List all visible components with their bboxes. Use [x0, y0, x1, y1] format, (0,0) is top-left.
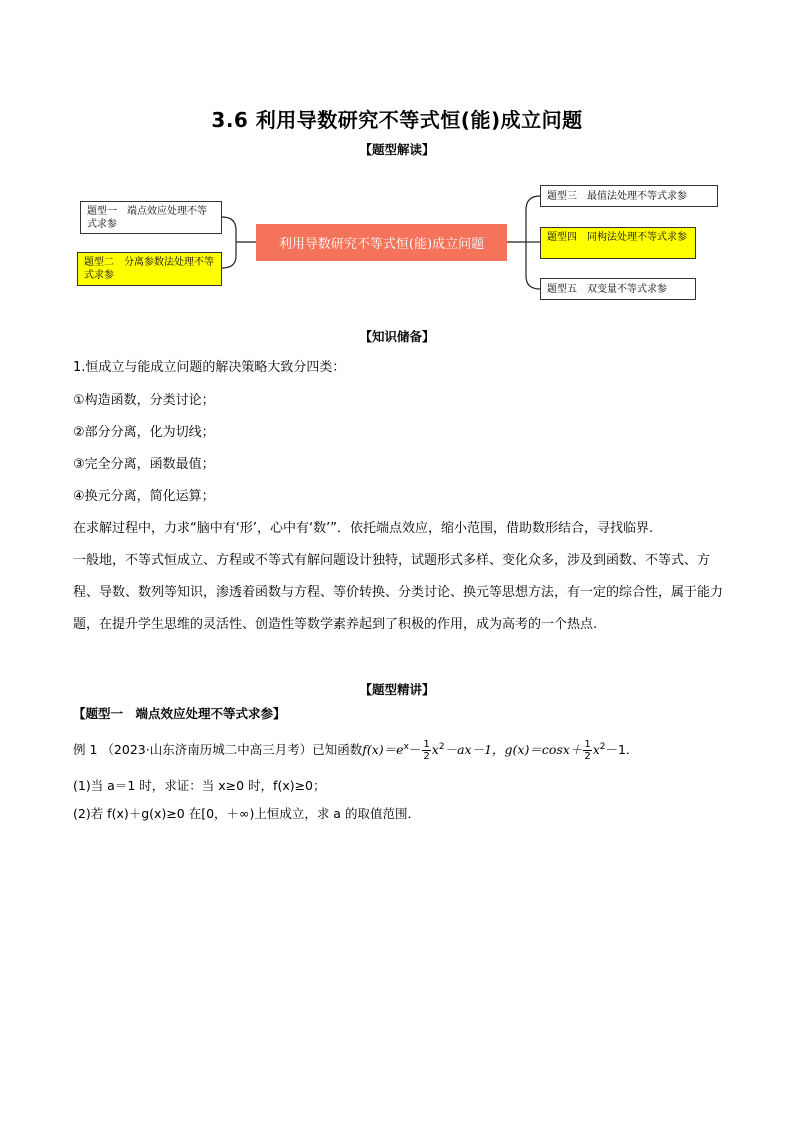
mindmap-center: 利用导数研究不等式恒(能)成立问题: [256, 224, 507, 261]
f-expression-x: x: [431, 742, 439, 758]
knowledge-intro: 1.恒成立与能成立问题的解决策略大致分四类：: [73, 360, 346, 375]
f-exp-superscript: x: [403, 742, 409, 752]
section-heading-reading: 【题型解读】: [359, 142, 435, 157]
knowledge-item-1: ①构造函数，分类讨论；: [73, 393, 215, 408]
knowledge-item-3: ③完全分离，函数最值；: [73, 457, 215, 472]
f-minus: －: [408, 742, 422, 758]
f-fraction-denominator: 2: [423, 751, 430, 763]
f-fraction: [422, 739, 430, 762]
mindmap-node-type5: 题型五 双变量不等式求参: [540, 278, 696, 300]
knowledge-paragraph-2: 一般地，不等式恒成立、方程或不等式有解问题设计独特，试题形式多样、变化众多，涉及到函数、不等式、方程、导数、数列等知识，渗透着函数与方程、等价转换、分类讨论、换元等思想方法，有一定的综合性，属于能力题，在提升学生思维的灵活性、创造性等数学素养起到了积极的作用，成为高考的一个热点.: [73, 553, 724, 632]
g-fraction-denominator: 2: [584, 751, 591, 763]
mindmap-node-type1: 题型一 端点效应处理不等式求参: [80, 201, 222, 234]
example-stem: 已知函数: [312, 742, 363, 758]
section-heading-knowledge: 【知识储备】: [359, 329, 435, 344]
question-1: (1)当 a＝1 时，求证：当 x≥0 时，f(x)≥0；: [73, 778, 326, 793]
mindmap-node-type3: 题型三 最值法处理不等式求参: [540, 185, 718, 207]
knowledge-item-2: ②部分分离，化为切线；: [73, 425, 215, 440]
question-2: (2)若 f(x)＋g(x)≥0 在[0，＋∞)上恒成立，求 a 的取值范围．: [73, 806, 420, 821]
g-expression-x: x: [592, 742, 600, 758]
example-source: （2023·山东济南历城二中高三月考）: [101, 742, 313, 758]
section-heading-lecture: 【题型精讲】: [359, 682, 435, 697]
knowledge-paragraph-1: 在求解过程中，力求“脑中有‘形’，心中有‘数’”．依托端点效应，缩小范围，借助数形结合，寻找临界.: [73, 521, 654, 536]
f-square: 2: [438, 742, 445, 752]
example-1: [73, 738, 729, 762]
mindmap-node-type4: 题型四 同构法处理不等式求参: [540, 227, 696, 259]
g-square: 2: [599, 742, 606, 752]
example-label: 例 1: [73, 742, 98, 758]
mindmap-node-type2: 题型二 分离参数法处理不等式求参: [77, 252, 222, 286]
type1-heading: 【题型一 端点效应处理不等式求参】: [73, 706, 286, 721]
g-fraction-numerator: 1: [584, 739, 591, 751]
g-fraction: [583, 739, 591, 762]
g-expression-end: －1．: [605, 742, 639, 758]
g-expression-start: g(x)＝cosx＋: [504, 742, 583, 758]
f-expression-start: f(x)＝e: [362, 742, 404, 758]
knowledge-item-4: ④换元分离，简化运算；: [73, 489, 215, 504]
f-expression-end: －ax－1，: [444, 742, 505, 758]
page-title: 3.6 利用导数研究不等式恒(能)成立问题: [211, 108, 583, 132]
f-fraction-numerator: 1: [423, 739, 430, 751]
